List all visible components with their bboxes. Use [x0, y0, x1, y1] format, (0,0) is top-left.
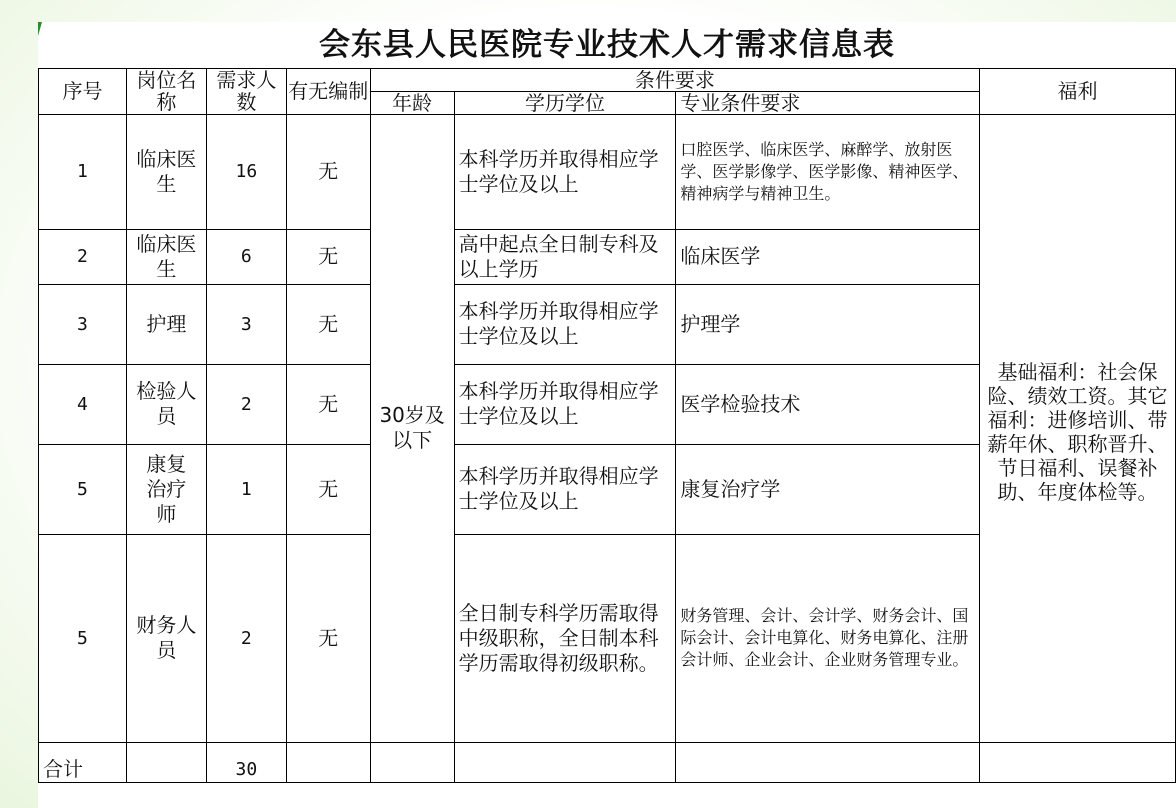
row-seq: 3: [39, 284, 127, 364]
row-staffing: 无: [286, 534, 370, 742]
row-seq: 5: [39, 534, 127, 742]
row-major: 临床医学: [676, 229, 980, 284]
row-staffing: 无: [286, 444, 370, 534]
row-staffing: 无: [286, 114, 370, 229]
total-count: 30: [206, 742, 286, 782]
row-education: 本科学历并取得相应学士学位及以上: [454, 284, 676, 364]
total-staffing-empty: [286, 742, 370, 782]
row-position: [126, 229, 206, 284]
age-requirement: 30岁及以下: [370, 114, 454, 742]
row-education: 本科学历并取得相应学士学位及以上: [454, 364, 676, 444]
header-conditions: 条件要求: [370, 68, 979, 91]
row-seq: 1: [39, 114, 127, 229]
row-education-text: 高中起点全日制专科及以上学历: [458, 231, 659, 281]
row-seq: 4: [39, 364, 127, 444]
talent-demand-table: [38, 22, 1176, 783]
row-staffing: 无: [286, 364, 370, 444]
header-position: 岗位名称: [126, 68, 206, 114]
row-major: 康复治疗学: [676, 444, 980, 534]
row-count: 2: [206, 364, 286, 444]
row-position: 财务人员: [126, 534, 206, 742]
row-count: 1: [206, 444, 286, 534]
row-position: 护理: [126, 284, 206, 364]
row-position-text: 康复治疗师: [146, 451, 187, 526]
header-seq: 序号: [39, 68, 127, 114]
row-education: 本科学历并取得相应学士学位及以上: [454, 444, 676, 534]
row-position: [126, 444, 206, 534]
row-staffing: 无: [286, 284, 370, 364]
spreadsheet-area: [38, 22, 1176, 808]
row-major: 口腔医学、临床医学、麻醉学、放射医学、医学影像学、医学影像、精神医学、精神病学与精神卫生。: [676, 114, 980, 229]
header-benefits: 福利: [980, 68, 1176, 114]
cell-corner-indicator: [38, 22, 42, 36]
total-education-empty: [454, 742, 676, 782]
header-count: 需求人数: [206, 68, 286, 114]
row-major: 财务管理、会计、会计学、财务会计、国际会计、会计电算化、财务电算化、注册会计师、企业会计、企业财务管理专业。: [676, 534, 980, 742]
row-count: 2: [206, 534, 286, 742]
table-title: 会东县人民医院专业技术人才需求信息表: [39, 22, 1176, 68]
row-education: [454, 229, 676, 284]
table-row: [39, 114, 1176, 229]
total-position-empty: [126, 742, 206, 782]
header-age: 年龄: [370, 91, 454, 114]
header-staffing: 有无编制: [286, 68, 370, 114]
row-seq: 2: [39, 229, 127, 284]
total-row: [39, 742, 1176, 782]
row-count: 3: [206, 284, 286, 364]
row-seq: 5: [39, 444, 127, 534]
header-major: 专业条件要求: [676, 91, 980, 114]
total-benefits-empty: [980, 742, 1176, 782]
row-education: 全日制专科学历需取得中级职称，全日制本科学历需取得初级职称。: [454, 534, 676, 742]
row-count: 16: [206, 114, 286, 229]
benefits-description: 基础福利：社会保险、绩效工资。其它福利：进修培训、带薪年休、职称晋升、节日福利、误餐补助、年度体检等。: [980, 114, 1176, 742]
row-staffing: 无: [286, 229, 370, 284]
total-age-empty: [370, 742, 454, 782]
row-major: 医学检验技术: [676, 364, 980, 444]
total-label: 合计: [39, 742, 127, 782]
total-major-empty: [676, 742, 980, 782]
header-education: 学历学位: [454, 91, 676, 114]
row-position: 检验人员: [126, 364, 206, 444]
row-position-text: 临床医生: [136, 231, 197, 281]
row-count: 6: [206, 229, 286, 284]
row-position: 临床医生: [126, 114, 206, 229]
row-education: 本科学历并取得相应学士学位及以上: [454, 114, 676, 229]
row-major: 护理学: [676, 284, 980, 364]
